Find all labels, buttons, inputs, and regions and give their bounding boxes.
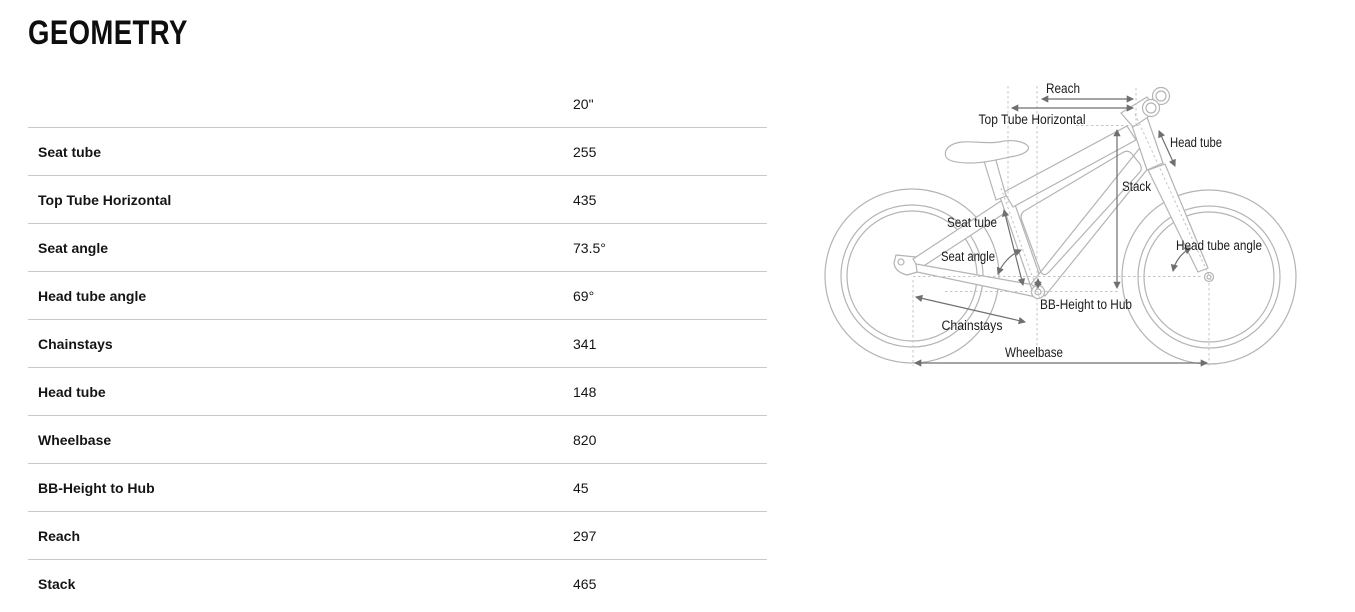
row-value: 255	[573, 143, 597, 160]
fork	[1148, 164, 1208, 272]
row-label: Stack	[38, 575, 76, 592]
diagram-label-stack: Stack	[1122, 179, 1152, 194]
bike-illustration	[825, 88, 1296, 365]
table-row	[28, 127, 767, 175]
diagram-label-head-tube-angle: Head tube angle	[1176, 238, 1262, 253]
bike-geometry-diagram	[810, 70, 1355, 382]
row-label: Chainstays	[38, 335, 113, 352]
diagram-label-bb-height-to-hub: BB-Height to Hub	[1040, 297, 1132, 312]
row-label: Head tube angle	[38, 287, 147, 304]
table-header-row	[28, 80, 767, 127]
row-value: 297	[573, 527, 597, 544]
table-row	[28, 319, 767, 367]
row-value: 820	[573, 431, 597, 448]
row-label: Head tube	[38, 383, 106, 400]
row-label: BB-Height to Hub	[38, 479, 155, 496]
diagram-label-top-tube-horizontal: Top Tube Horizontal	[978, 112, 1086, 127]
table-row	[28, 463, 767, 511]
diagram-label-reach: Reach	[1046, 81, 1080, 96]
page-title: GEOMETRY	[28, 14, 188, 52]
table-row	[28, 175, 767, 223]
row-label: Wheelbase	[38, 431, 112, 448]
table-row	[28, 271, 767, 319]
row-label: Top Tube Horizontal	[38, 191, 172, 208]
table-row	[28, 415, 767, 463]
saddle	[945, 141, 1028, 163]
row-value: 148	[573, 383, 597, 400]
row-value: 435	[573, 191, 597, 208]
diagram-label-head-tube: Head tube	[1170, 135, 1222, 150]
diagram-label-chainstays: Chainstays	[941, 318, 1003, 333]
table-row	[28, 511, 767, 559]
rear-dropout-eyelet	[898, 259, 904, 265]
row-label: Seat tube	[38, 143, 102, 160]
geometry-table	[28, 80, 767, 607]
table-row	[28, 223, 767, 271]
table-row	[28, 367, 767, 415]
diagram-label-wheelbase: Wheelbase	[1005, 345, 1063, 360]
chainstay	[916, 264, 1036, 297]
table-row	[28, 559, 767, 607]
row-value: 73.5°	[573, 239, 606, 256]
row-value: 465	[573, 575, 597, 592]
handlebar-clamp-inner	[1146, 103, 1156, 113]
diagram-label-seat-angle: Seat angle	[941, 249, 995, 264]
size-column-header: 20"	[573, 95, 594, 112]
diagram-label-seat-tube: Seat tube	[947, 215, 997, 230]
row-label: Seat angle	[38, 239, 109, 256]
row-value: 69°	[573, 287, 595, 304]
row-value: 45	[573, 479, 589, 496]
row-label: Reach	[38, 527, 81, 544]
row-value: 341	[573, 335, 597, 352]
handlebar-clamp-inner	[1156, 91, 1166, 101]
